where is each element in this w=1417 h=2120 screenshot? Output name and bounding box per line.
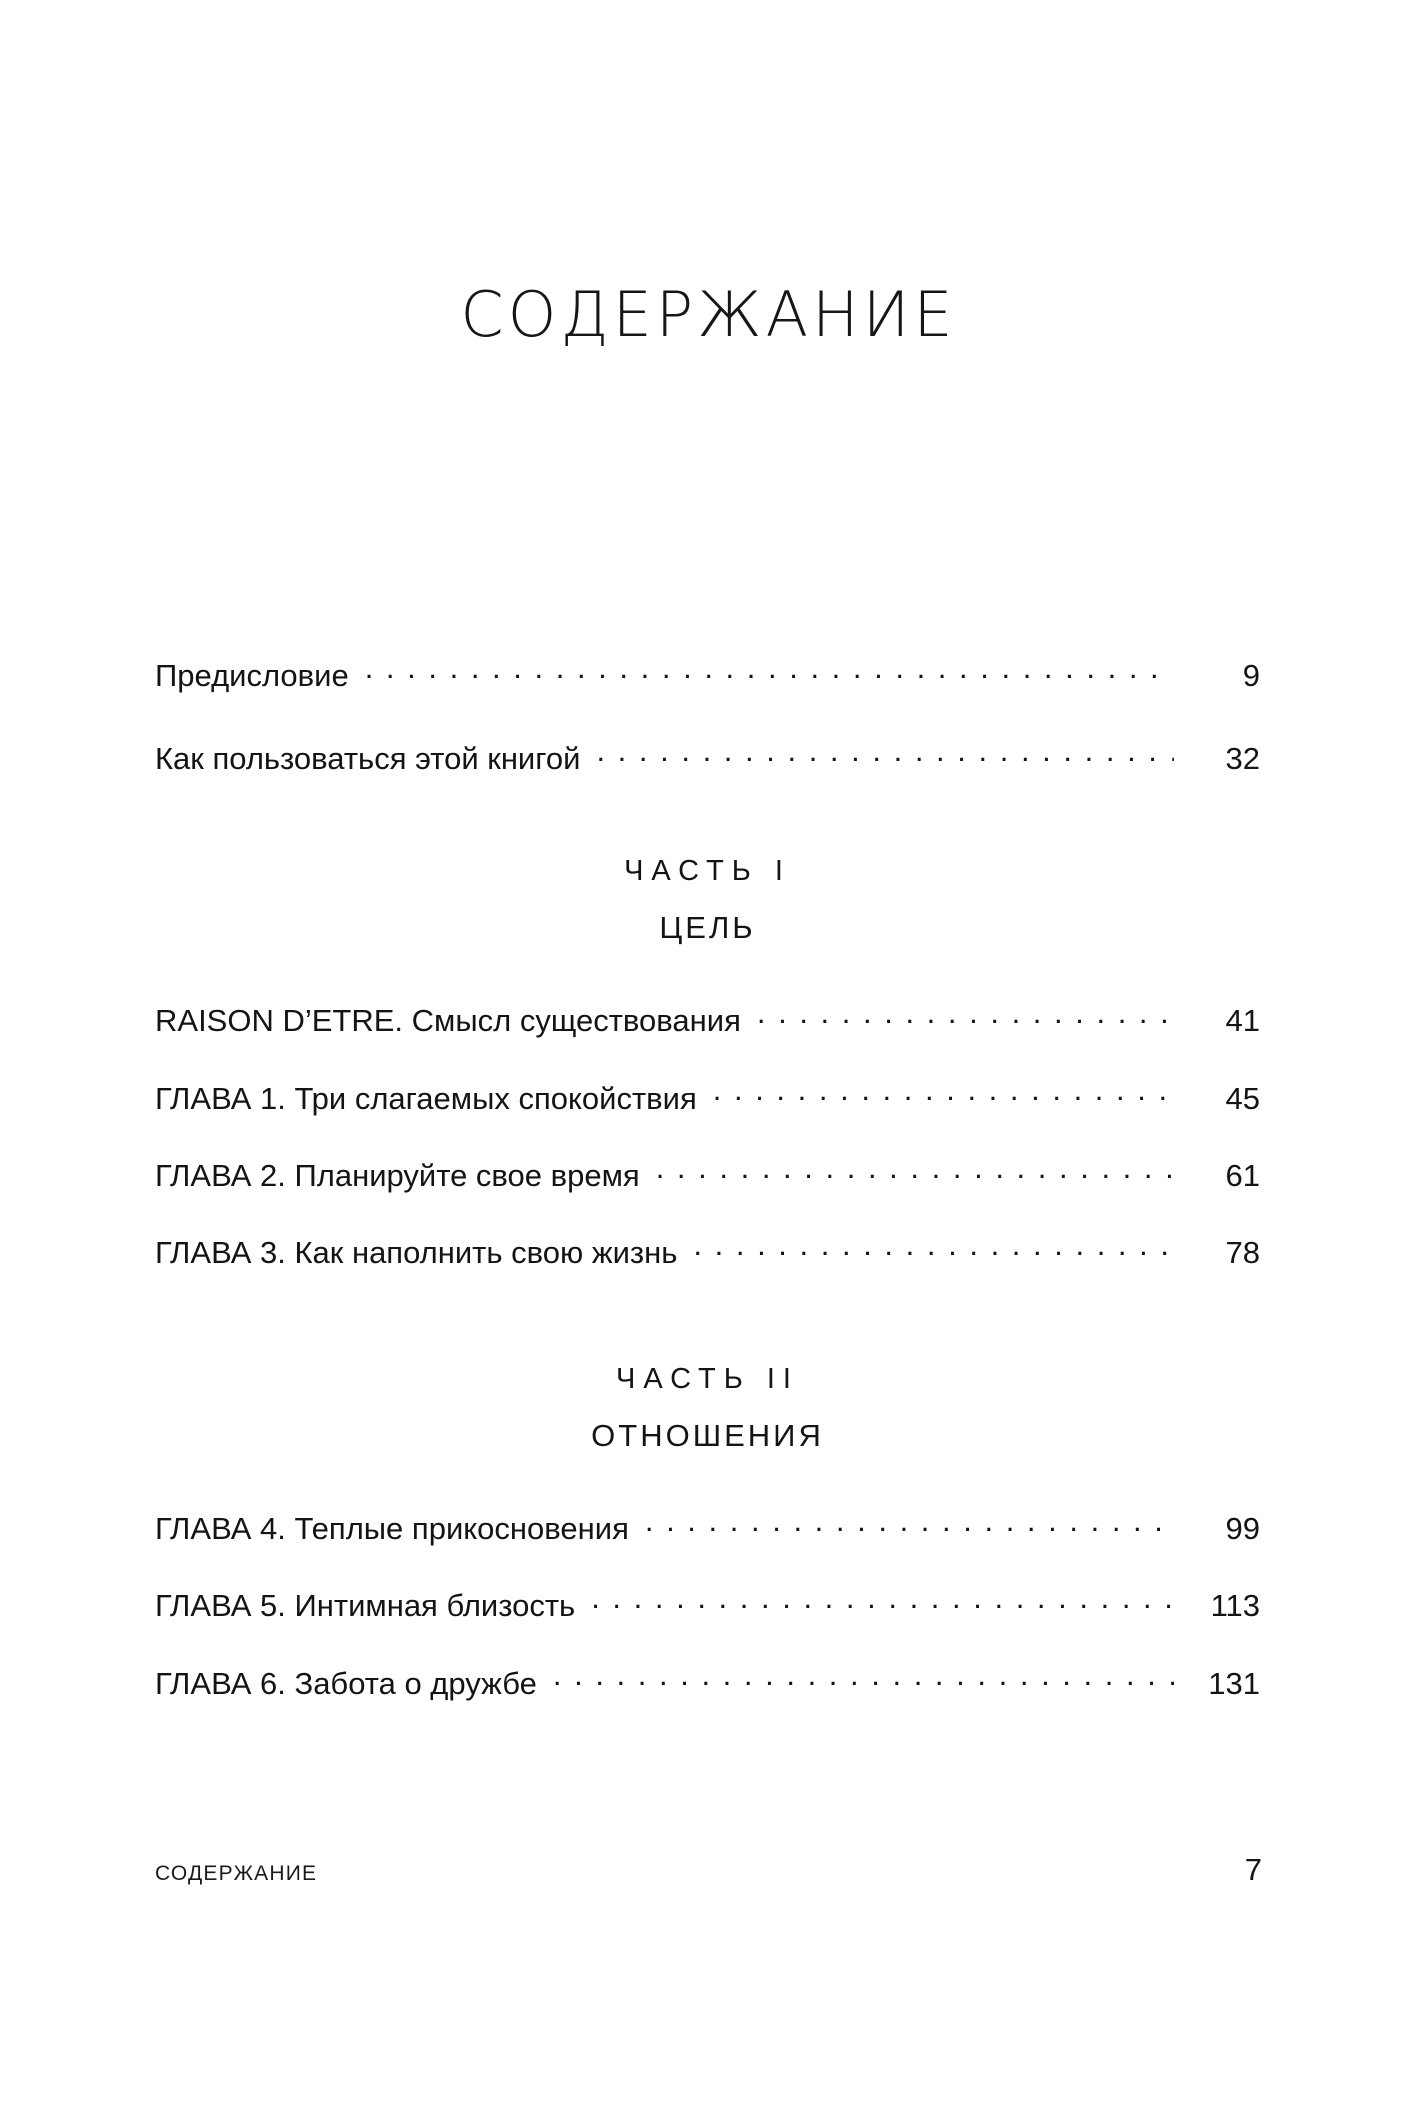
toc-entry-page: 41 (1225, 1003, 1260, 1039)
part-number: ЧАСТЬ I (624, 855, 791, 888)
list-item[interactable] (155, 1232, 1260, 1271)
dot-leader (591, 1585, 1174, 1616)
dot-leader (553, 1663, 1174, 1694)
list-item[interactable] (155, 738, 1260, 777)
toc-group-front-matter (155, 655, 1260, 777)
dot-leader (693, 1232, 1174, 1263)
toc-entry-page: 61 (1225, 1157, 1260, 1193)
toc-entry-page: 78 (1225, 1234, 1260, 1270)
toc-entry-page: 131 (1208, 1665, 1260, 1701)
toc-entry-page: 113 (1210, 1588, 1260, 1624)
toc-entry-page: 32 (1225, 741, 1260, 777)
toc-group-part-1 (155, 1000, 1260, 1271)
part-name: ЦЕЛЬ (659, 910, 756, 946)
toc-entry-label: ГЛАВА 3. Как наполнить свою жизнь (155, 1234, 678, 1270)
dot-leader (757, 1000, 1174, 1031)
list-item[interactable] (155, 1155, 1260, 1194)
list-item[interactable] (155, 1078, 1260, 1117)
part-heading-1 (155, 855, 1260, 946)
toc-entry-label: Как пользоваться этой книгой (155, 741, 581, 777)
list-item[interactable] (155, 1585, 1260, 1624)
list-item[interactable] (155, 1663, 1260, 1702)
dot-leader (645, 1508, 1174, 1539)
toc-entry-label: ГЛАВА 2. Планируйте свое время (155, 1157, 640, 1193)
toc-entry-label: Предисловие (155, 658, 349, 693)
toc-entry-label: ГЛАВА 6. Забота о дружбе (155, 1665, 537, 1701)
toc-entry-page: 45 (1225, 1080, 1260, 1116)
toc-entry-label: ГЛАВА 4. Теплые прикосновения (155, 1511, 629, 1547)
page-title: СОДЕРЖАНИЕ (460, 278, 957, 351)
part-number: ЧАСТЬ II (616, 1363, 799, 1396)
toc-entry-list (155, 655, 1260, 1740)
dot-leader (713, 1078, 1174, 1109)
toc-entry-label: ГЛАВА 1. Три слагаемых спокойствия (155, 1080, 697, 1116)
part-heading-2 (155, 1363, 1260, 1454)
toc-group-part-2 (155, 1508, 1260, 1702)
toc-entry-label: RAISON D’ETRE. Смысл существования (155, 1003, 741, 1039)
toc-entry-label: ГЛАВА 5. Интимная близость (155, 1588, 576, 1624)
toc-entry-page: 99 (1225, 1511, 1260, 1547)
page-footer (155, 1852, 1262, 1888)
toc-entry-page: 9 (1242, 658, 1260, 693)
dot-leader (365, 655, 1174, 686)
dot-leader (656, 1155, 1174, 1186)
footer-page-number: 7 (1244, 1852, 1262, 1887)
part-name: ОТНОШЕНИЯ (591, 1418, 824, 1454)
footer-label: СОДЕРЖАНИЕ (155, 1862, 318, 1885)
list-item[interactable] (155, 1000, 1260, 1039)
dot-leader (596, 738, 1174, 769)
list-item[interactable] (155, 655, 1260, 694)
list-item[interactable] (155, 1508, 1260, 1547)
